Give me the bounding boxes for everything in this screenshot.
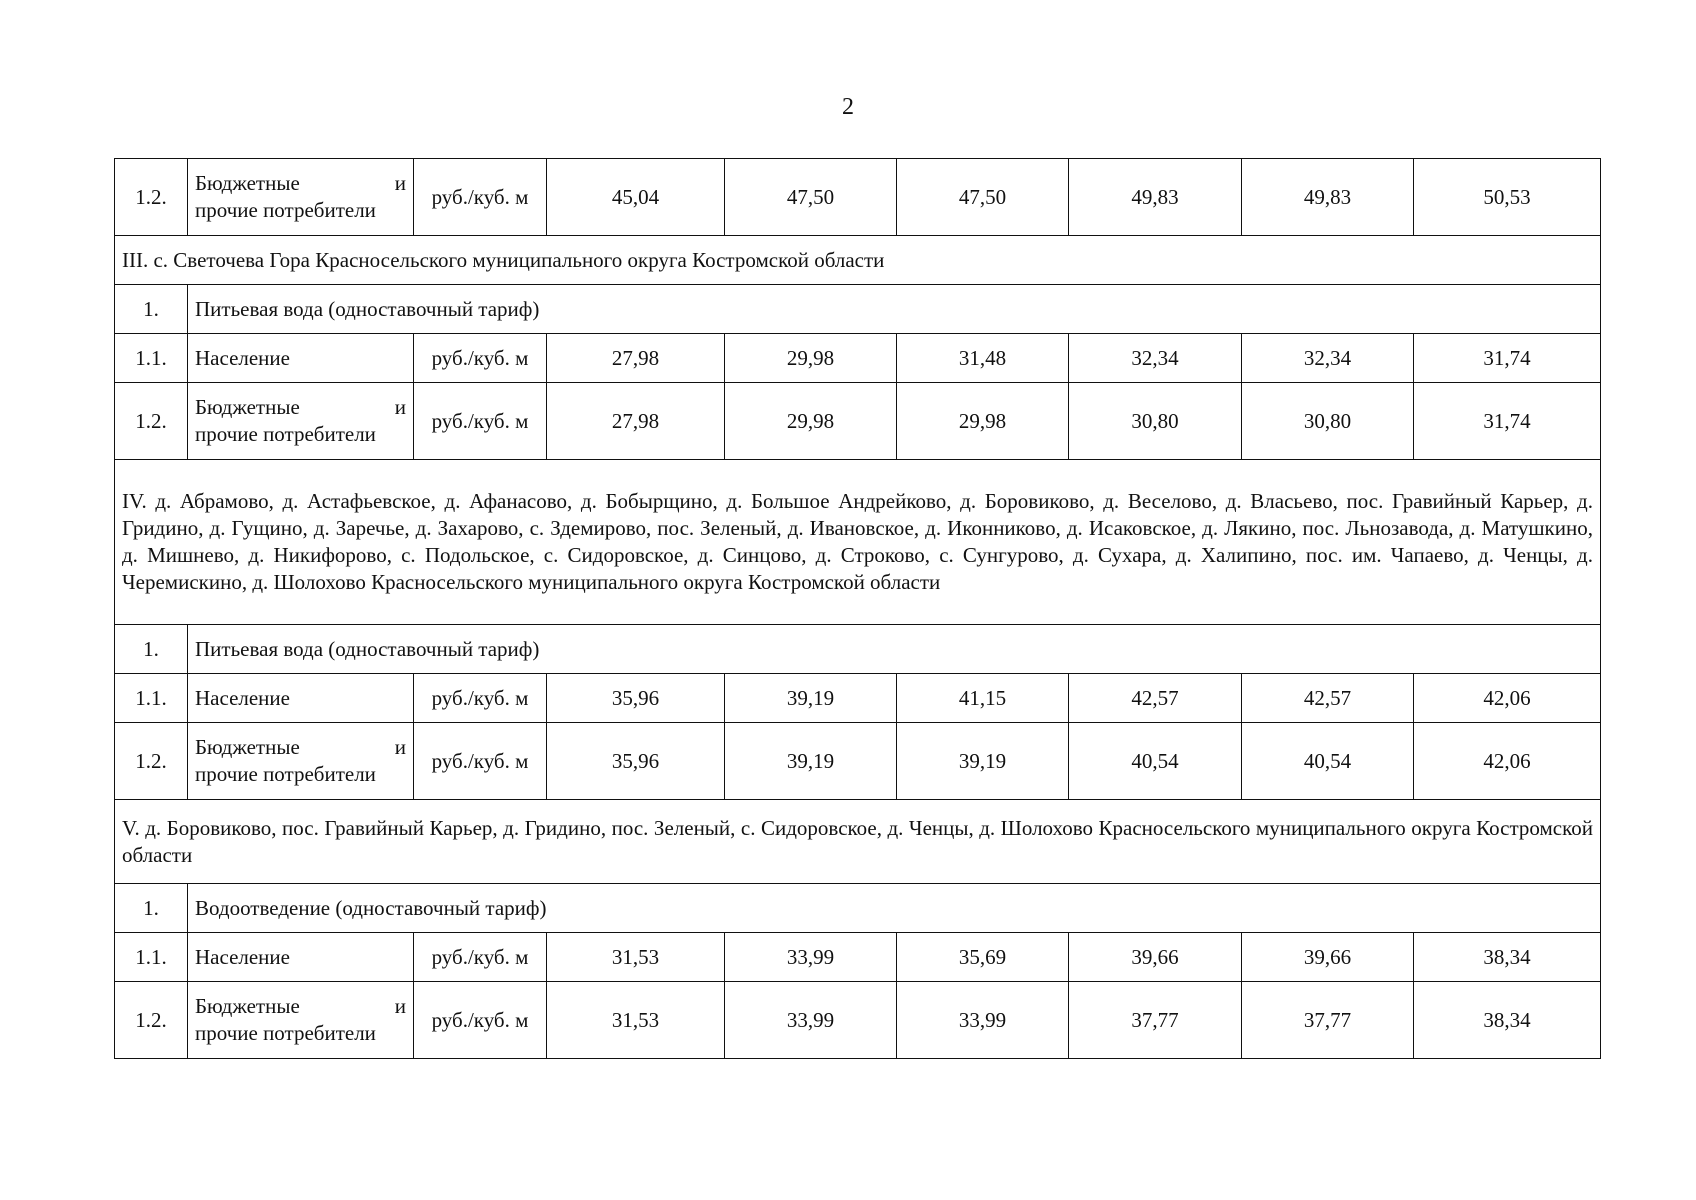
row-number: 1. [115, 625, 188, 674]
consumer-label-part: Бюджетные [195, 395, 300, 419]
value-cell: 39,19 [725, 674, 897, 723]
value-cell: 37,77 [1069, 982, 1242, 1059]
value-cell: 42,06 [1414, 723, 1601, 800]
value-cell: 41,15 [897, 674, 1069, 723]
row-number: 1.1. [115, 933, 188, 982]
value-cell: 50,53 [1414, 159, 1601, 236]
value-cell: 32,34 [1242, 334, 1414, 383]
value-cell: 27,98 [547, 334, 725, 383]
consumer-label-part: и [394, 735, 406, 759]
value-cell: 37,77 [1242, 982, 1414, 1059]
value-cell: 32,34 [1069, 334, 1242, 383]
section-row [115, 800, 1601, 884]
section-heading: V. д. Боровиково, пос. Гравийный Карьер, д. Гридино, пос. Зеленый, с. Сидоровское, д. Ченцы, д. Шолохово Красносельского муниципального округа Костромской области [115, 800, 1601, 884]
consumer-label-part: и [394, 395, 406, 419]
table-row [115, 159, 1601, 236]
consumer-label: Население [188, 674, 414, 723]
value-cell: 49,83 [1242, 159, 1414, 236]
consumer-label-part: и [394, 171, 406, 195]
row-number: 1. [115, 285, 188, 334]
value-cell: 29,98 [897, 383, 1069, 460]
value-cell: 39,66 [1069, 933, 1242, 982]
row-number: 1.2. [115, 383, 188, 460]
unit-cell: руб./куб. м [414, 723, 547, 800]
value-cell: 29,98 [725, 334, 897, 383]
table-row [115, 723, 1601, 800]
consumer-label-part: и [394, 994, 406, 1018]
value-cell: 38,34 [1414, 933, 1601, 982]
value-cell: 27,98 [547, 383, 725, 460]
service-title: Питьевая вода (одноставочный тариф) [188, 285, 1601, 334]
consumer-label-part: прочие потребители [195, 422, 376, 446]
value-cell: 35,96 [547, 723, 725, 800]
unit-cell: руб./куб. м [414, 334, 547, 383]
value-cell: 45,04 [547, 159, 725, 236]
value-cell: 39,66 [1242, 933, 1414, 982]
section-row [115, 236, 1601, 285]
value-cell: 29,98 [725, 383, 897, 460]
value-cell: 42,57 [1069, 674, 1242, 723]
value-cell: 30,80 [1242, 383, 1414, 460]
value-cell: 38,34 [1414, 982, 1601, 1059]
consumer-label-part: прочие потребители [195, 198, 376, 222]
row-number: 1.2. [115, 723, 188, 800]
consumer-label-part: прочие потребители [195, 1021, 376, 1045]
tariff-table [114, 158, 1601, 1059]
value-cell: 31,53 [547, 933, 725, 982]
value-cell: 39,19 [725, 723, 897, 800]
value-cell: 42,57 [1242, 674, 1414, 723]
table-row [115, 625, 1601, 674]
service-title: Питьевая вода (одноставочный тариф) [188, 625, 1601, 674]
consumer-label: Население [188, 334, 414, 383]
value-cell: 30,80 [1069, 383, 1242, 460]
page-number: 2 [842, 94, 854, 120]
value-cell: 47,50 [897, 159, 1069, 236]
service-title: Водоотведение (одноставочный тариф) [188, 884, 1601, 933]
value-cell: 33,99 [725, 933, 897, 982]
value-cell: 35,96 [547, 674, 725, 723]
value-cell: 39,19 [897, 723, 1069, 800]
value-cell: 33,99 [725, 982, 897, 1059]
value-cell: 49,83 [1069, 159, 1242, 236]
row-number: 1.1. [115, 334, 188, 383]
consumer-label [188, 159, 414, 236]
value-cell: 31,74 [1414, 383, 1601, 460]
table-row [115, 933, 1601, 982]
section-row [115, 460, 1601, 625]
consumer-label: Население [188, 933, 414, 982]
row-number: 1. [115, 884, 188, 933]
unit-cell: руб./куб. м [414, 674, 547, 723]
table-row [115, 982, 1601, 1059]
consumer-label [188, 383, 414, 460]
section-heading: IV. д. Абрамово, д. Астафьевское, д. Афанасово, д. Бобырщино, д. Большое Андрейково, д. Боровиково, д. Веселово, д. Власьево, пос. Гравийный Карьер, д. Гридино, д. Гущино, д. Заречье, д. Захарово, с. Здемирово, пос. Зеленый, д. Ивановское, д. Иконниково, д. Исаковское, д. Лякино, пос. Льнозавода, д. Матушкино, д. Мишнево, д. Никифорово, с. Подольское, с. Сидоровское, д. Синцово, д. Строково, с. Сунгурово, д. Сухара, д. Халипино, пос. им. Чапаево, д. Ченцы, д. Черемискино, д. Шолохово Красносельского муниципального округа Костромской области [115, 460, 1601, 625]
consumer-label-part: прочие потребители [195, 762, 376, 786]
value-cell: 47,50 [725, 159, 897, 236]
table-row [115, 334, 1601, 383]
value-cell: 40,54 [1242, 723, 1414, 800]
row-number: 1.1. [115, 674, 188, 723]
unit-cell: руб./куб. м [414, 982, 547, 1059]
unit-cell: руб./куб. м [414, 933, 547, 982]
value-cell: 31,74 [1414, 334, 1601, 383]
row-number: 1.2. [115, 982, 188, 1059]
row-number: 1.2. [115, 159, 188, 236]
value-cell: 31,53 [547, 982, 725, 1059]
value-cell: 33,99 [897, 982, 1069, 1059]
section-heading: III. с. Светочева Гора Красносельского муниципального округа Костромской области [115, 236, 1601, 285]
consumer-label [188, 982, 414, 1059]
consumer-label-part: Бюджетные [195, 171, 300, 195]
value-cell: 31,48 [897, 334, 1069, 383]
table-row [115, 383, 1601, 460]
consumer-label [188, 723, 414, 800]
value-cell: 35,69 [897, 933, 1069, 982]
table-row [115, 674, 1601, 723]
value-cell: 42,06 [1414, 674, 1601, 723]
unit-cell: руб./куб. м [414, 383, 547, 460]
value-cell: 40,54 [1069, 723, 1242, 800]
table-row [115, 285, 1601, 334]
unit-cell: руб./куб. м [414, 159, 547, 236]
consumer-label-part: Бюджетные [195, 735, 300, 759]
table-row [115, 884, 1601, 933]
consumer-label-part: Бюджетные [195, 994, 300, 1018]
